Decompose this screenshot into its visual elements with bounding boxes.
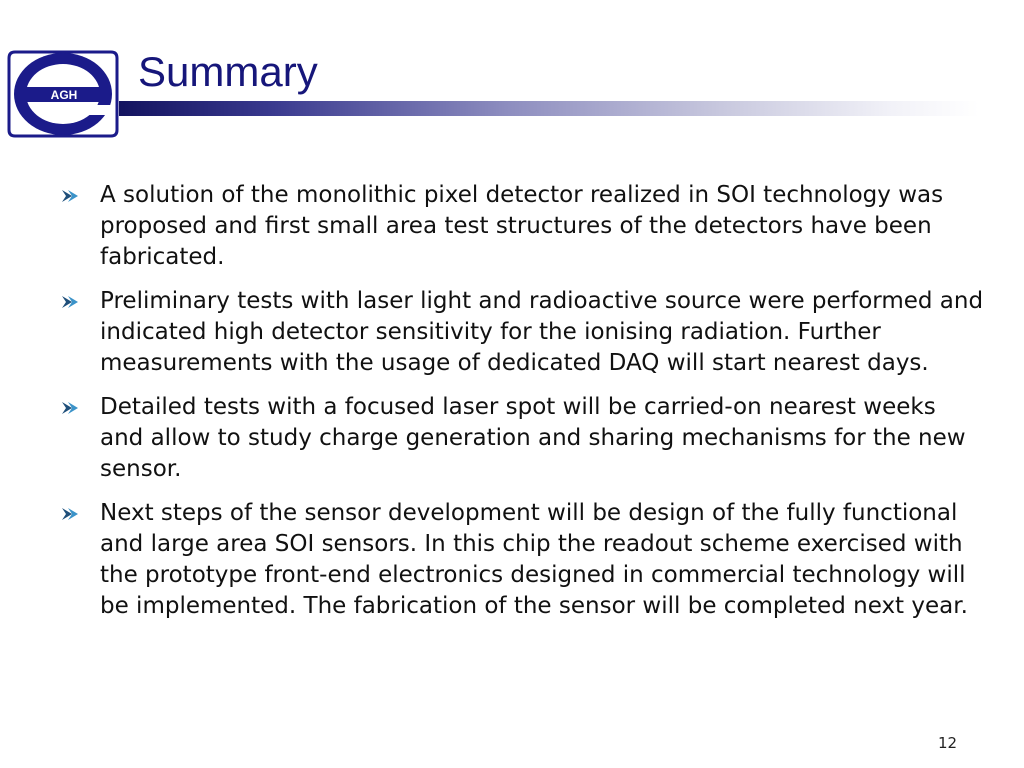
bullet-text: A solution of the monolithic pixel detector realized in SOI technology was proposed and first small area test structures of the detectors have been fabricated. xyxy=(100,182,944,270)
title-underline xyxy=(119,101,979,116)
bullet-text: Next steps of the sensor development will be design of the fully functional and large area SOI sensors. In this chip the readout scheme exercised with the prototype front-end electronics designed in commercial technology will be implemented. The fabrication of the sensor will be completed next year. xyxy=(100,500,968,619)
logo-text: AGH xyxy=(50,88,78,102)
agh-logo-icon xyxy=(7,49,119,139)
bullet-text: Preliminary tests with laser light and radioactive source were performed and indicated high detector sensitivity for the ionising radiation. Further measurements with the usage of dedicated DAQ will start nearest days. xyxy=(100,288,984,376)
slide-title: Summary xyxy=(138,48,318,95)
page-number: 12 xyxy=(938,734,958,752)
arrow-bullet-icon xyxy=(60,189,80,203)
bullet-item xyxy=(0,392,1024,485)
arrow-bullet-icon xyxy=(60,401,80,415)
bullet-item xyxy=(0,180,1024,273)
bullet-text: Detailed tests with a focused laser spot will be carried-on nearest weeks and allow to study charge generation and sharing mechanisms for the new sensor. xyxy=(100,394,966,482)
bullet-item xyxy=(0,498,1024,622)
bullet-list xyxy=(0,180,1024,635)
arrow-bullet-icon xyxy=(60,507,80,521)
arrow-bullet-icon xyxy=(60,295,80,309)
bullet-item xyxy=(0,286,1024,379)
